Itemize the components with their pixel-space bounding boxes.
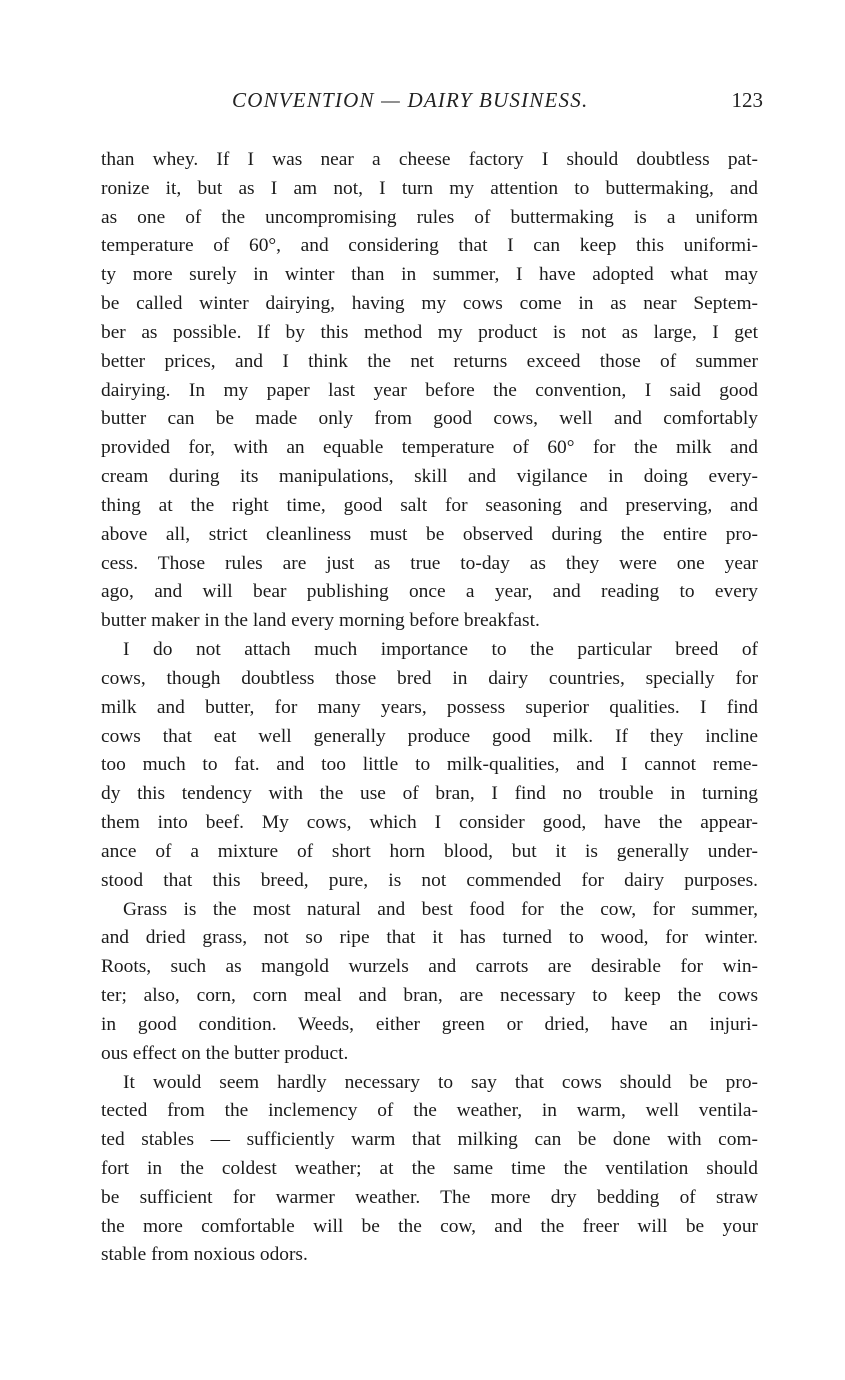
text-line: ted stables — sufficiently warm that milking can be done with com- xyxy=(101,1129,758,1151)
text-line: I do not attach much importance to the particular breed of xyxy=(123,639,758,661)
text-line: thing at the right time, good salt for seasoning and preserving, and xyxy=(101,494,758,516)
running-title: CONVENTION — DAIRY BUSINESS. xyxy=(232,88,589,112)
text-line: dy this tendency with the use of bran, I find no trouble in turning xyxy=(101,783,758,805)
text-line: Grass is the most natural and best food for the cow, for summer, xyxy=(123,898,758,920)
text-line: fort in the coldest weather; at the same time the ventilation should xyxy=(101,1157,758,1179)
text-line: Roots, such as mangold wurzels and carrots are desirable for win- xyxy=(101,956,758,978)
page-number: 123 xyxy=(731,88,763,112)
running-head xyxy=(100,88,765,118)
text-line: than whey. If I was near a cheese factory I should doubtless pat- xyxy=(101,149,758,170)
text-line: the more comfortable will be the cow, and the freer will be your xyxy=(101,1215,758,1237)
text-line: in good condition. Weeds, either green or dried, have an injuri- xyxy=(101,1013,758,1035)
text-line: stable from noxious odors. xyxy=(101,1244,308,1266)
text-line: provided for, with an equable temperature of 60° for the milk and xyxy=(101,437,758,459)
text-line: tected from the inclemency of the weather, in warm, well ventila- xyxy=(101,1100,758,1122)
text-line: ber as possible. If by this method my product is not as large, I get xyxy=(101,321,758,343)
text-line: ance of a mixture of short horn blood, but it is generally under- xyxy=(101,840,758,862)
text-line: ago, and will bear publishing once a year, and reading to every xyxy=(101,581,758,603)
text-line: ter; also, corn, corn meal and bran, are necessary to keep the cows xyxy=(101,985,758,1007)
text-line: cows that eat well generally produce good milk. If they incline xyxy=(101,725,758,747)
text-line: ronize it, but as I am not, I turn my attention to buttermaking, and xyxy=(101,177,758,199)
text-line: milk and butter, for many years, possess superior qualities. I find xyxy=(101,696,758,718)
text-line: stood that this breed, pure, is not commended for dairy purposes. xyxy=(101,869,758,891)
text-line: cream during its manipulations, skill and vigilance in doing every- xyxy=(101,466,758,488)
text-line: ty more surely in winter than in summer, I have adopted what may xyxy=(101,264,758,286)
text-line: butter can be made only from good cows, well and comfortably xyxy=(101,408,758,430)
text-line: be called winter dairying, having my cows come in as near Septem- xyxy=(101,293,758,315)
text-line: dairying. In my paper last year before the convention, I said good xyxy=(101,379,758,401)
text-line: It would seem hardly necessary to say that cows should be pro- xyxy=(123,1071,758,1093)
text-line: better prices, and I think the net returns exceed those of summer xyxy=(101,350,758,372)
text-line: ous effect on the butter product. xyxy=(101,1042,349,1064)
text-line: above all, strict cleanliness must be observed during the entire pro- xyxy=(101,523,758,545)
text-line: butter maker in the land every morning before breakfast. xyxy=(101,610,540,632)
text-line: them into beef. My cows, which I consider good, have the appear- xyxy=(101,812,758,834)
text-line: and dried grass, not so ripe that it has turned to wood, for winter. xyxy=(101,927,758,949)
body-text xyxy=(101,146,758,1270)
text-line: temperature of 60°, and considering that I can keep this uniformi- xyxy=(101,235,758,257)
text-line: cows, though doubtless those bred in dairy countries, specially for xyxy=(101,667,758,689)
text-line: as one of the uncompromising rules of buttermaking is a uniform xyxy=(101,206,758,228)
text-line: cess. Those rules are just as true to-day as they were one year xyxy=(101,552,758,574)
text-line: too much to fat. and too little to milk-qualities, and I cannot reme- xyxy=(101,754,758,776)
text-line: be sufficient for warmer weather. The more dry bedding of straw xyxy=(101,1186,758,1208)
